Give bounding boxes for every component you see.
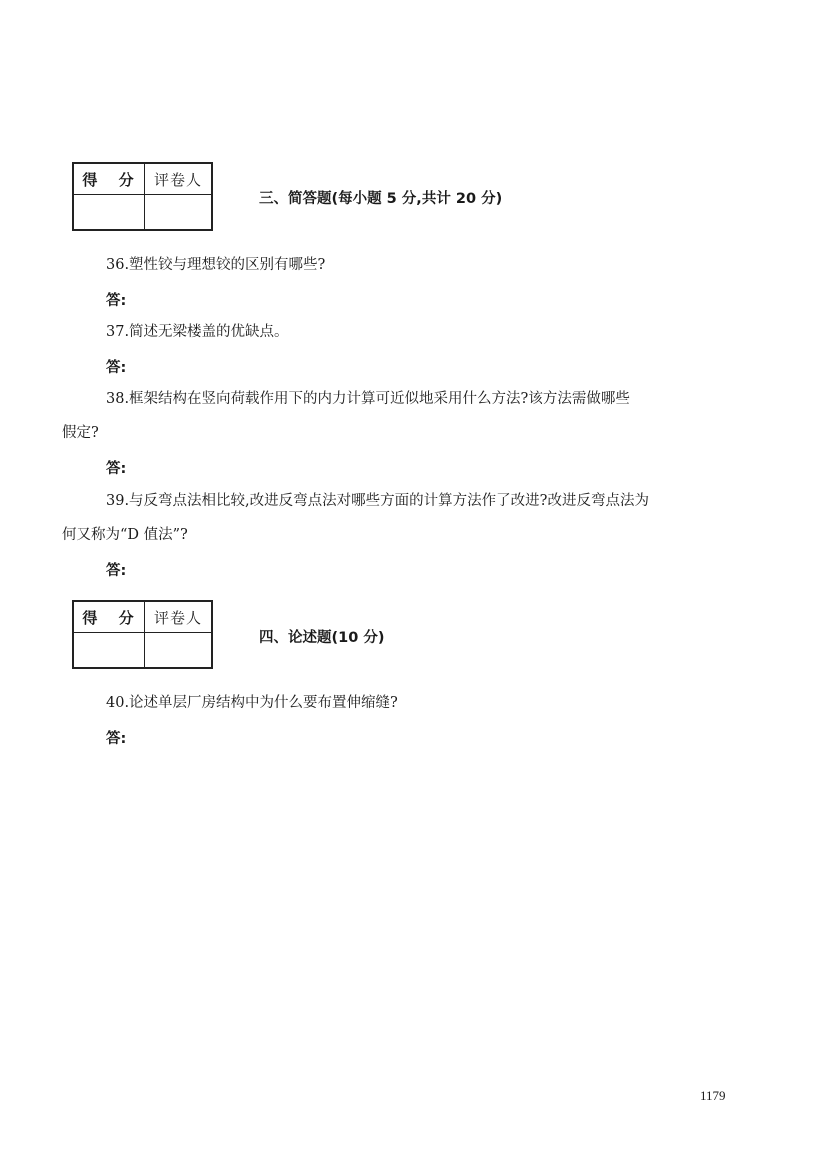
page-number: 1179 bbox=[700, 1088, 726, 1103]
answer-39-label: 答: bbox=[106, 563, 127, 579]
grader-cell[interactable] bbox=[145, 195, 213, 231]
score-cell[interactable] bbox=[73, 633, 145, 669]
question-39-line2: 何又称为“D 值法”? bbox=[62, 527, 188, 543]
score-box-section3 bbox=[72, 162, 213, 231]
score-label: 得 分 bbox=[73, 601, 145, 633]
answer-36-label: 答: bbox=[106, 293, 127, 309]
answer-38-label: 答: bbox=[106, 461, 127, 477]
answer-37-label: 答: bbox=[106, 360, 127, 376]
section4-title: 四、论述题(10 分) bbox=[259, 630, 385, 646]
question-39-line1: 39.与反弯点法相比较,改进反弯点法对哪些方面的计算方法作了改进?改进反弯点法为 bbox=[106, 493, 649, 509]
score-box-section4 bbox=[72, 600, 213, 669]
score-cell[interactable] bbox=[73, 195, 145, 231]
section3-title: 三、简答题(每小题 5 分,共计 20 分) bbox=[259, 191, 503, 207]
grader-label: 评卷人 bbox=[145, 163, 213, 195]
question-40: 40.论述单层厂房结构中为什么要布置伸缩缝? bbox=[106, 695, 398, 711]
question-38-line2: 假定? bbox=[62, 425, 99, 441]
score-label: 得 分 bbox=[73, 163, 145, 195]
grader-label: 评卷人 bbox=[145, 601, 213, 633]
grader-cell[interactable] bbox=[145, 633, 213, 669]
question-37: 37.简述无梁楼盖的优缺点。 bbox=[106, 324, 289, 340]
question-36: 36.塑性铰与理想铰的区别有哪些? bbox=[106, 257, 326, 273]
answer-40-label: 答: bbox=[106, 731, 127, 747]
question-38-line1: 38.框架结构在竖向荷载作用下的内力计算可近似地采用什么方法?该方法需做哪些 bbox=[106, 391, 630, 407]
